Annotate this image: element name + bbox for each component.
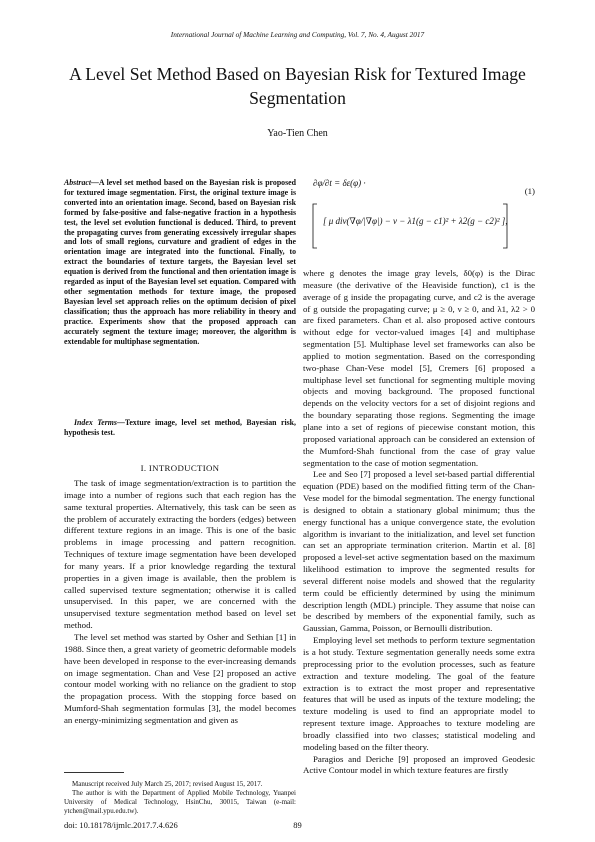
abstract	[64, 178, 296, 346]
author-name: Yao-Tien Chen	[267, 128, 328, 139]
index-terms	[64, 418, 296, 438]
footnote-affiliation: The author is with the Department of Applied Mobile Technology, Yuanpei University of Medical Technology, HsinChu, 30015, Taiwan (e-mail: ytchen@mail.ypu.edu.tw).	[64, 789, 296, 816]
footnotes	[64, 780, 296, 816]
running-header: International Journal of Machine Learning and Computing, Vol. 7, No. 4, August 2017	[170, 30, 425, 39]
right-paragraph-2: Lee and Seo [7] proposed a level set-based partial differential equation (PDE) based on the modified fitting term of the Chan-Vese model for the bimodal segmentation. The energy functional is designed to obtain a stationary global minimum; thus the energy functional has a unique convergence state, the evolution algorithm is invariant to the initialization, and level set function can set an appropriate termination criterion. Martin et al. [8] proposed a level-set active segmentation based on the maximum likelihood estimation to improve the segmented results for several different noise models and showed that the regularity term could be efficiently determined by using the minimum description length (MDL) principle. They assume that noise can be described by members of the exponential family, such as Gaussian, Gamma, Poisson, or Bernoulli distribution.	[303, 469, 535, 634]
abstract-text: —A level set method based on the Bayesian risk is proposed for textured image segmentation. First, the original texture image is converted into an orientation image. Second, based on Bayesian risk formed by false-positive and false-negative fraction in a hypothesis test, the level set evolution functional is deduced. Third, to prevent the propagating curves from generating excessively irregular shapes and lots of small regions, curvature and gradient of edges in the orientation image are integrated into the functional. Finally, to extract the boundaries of texture targets, the Bayesian level set equation is derived from the functional and then orientation image is regarded as input of the Bayesian level set equation. Compared with other segmentation methods for texture image, the proposed Bayesian level set approach relies on the optimum decision of pixel classification; thus the approach has more reliability in theory and practice. Experiments show that the proposed approach can accurately segment the texture image; moreover, the algorithm is extendable for multiphase segmentation.	[64, 178, 296, 346]
paper-title: A Level Set Method Based on Bayesian Risk for Textured Image Segmentation	[69, 64, 526, 108]
index-terms-text: —Texture image, level set method, Bayesian risk, hypothesis test.	[64, 418, 296, 437]
right-paragraph-3: Employing level set methods to perform texture segmentation is a hot study. Texture segmentation generally needs some extra preprocessing prior to the evolution processes, such as feature extraction and texture modeling. The goal of the feature extraction is to extract the most proper and representative features that will be used as inputs of the texture modeling; the texture modeling is used to find an appropriate model to represent texture image. Approaches to texture modeling are broadly classified into two classes; statistical modeling and modeling based on the filter theory.	[303, 635, 535, 752]
right-paragraph-1: where g denotes the image gray levels, δ0(φ) is the Dirac measure (the derivative of the Heaviside function), c1 is the average of g inside the propagating curve, and c2 is the average of g outside the propagating curve; μ ≥ 0, ν ≥ 0, and λ1, λ2 > 0 are fixed parameters. Chan et al. also proposed active contours without edge for vector-valued images [4] and multiphase segmentation [5]. Multiphase level set frameworks can also be applied to motion segmentation. Based on the corresponding two-phase Chan-Vese model [5], Cremers [6] proposed a multiphase level set functional for segmenting multiple moving objects and moving background. The proposed functional depends on the velocity vectors for a set of disjoint regions and the boundary separating those regions. Segmenting the image plane into a set of regions of piecewise constant motion, this proposed variational approach can be considered an extension of the Mumford-Shah functional from the case of gray value segmentation to the case of motion segmentation.	[303, 268, 535, 468]
right-column-body	[303, 268, 535, 777]
page-number: 89	[293, 820, 302, 830]
equation-number: (1)	[524, 186, 535, 196]
equation-1	[303, 176, 535, 256]
doi: doi: 10.18178/ijmlc.2017.7.4.626	[64, 820, 178, 830]
abstract-label: Abstract	[64, 178, 92, 187]
introduction-body	[64, 478, 296, 727]
intro-paragraph-2: The level set method was started by Osher and Sethian [1] in 1988. Since then, a great variety of geometric deformable models have been developed in response to the ever-increasing demands on image segmentation. Chan and Vese [2] proposed an active contour model working with no reliance on the gradient to stop the propagation process. With the stopping force based on Mumford-Shah segmentation formulas [3], the model becomes an energy-minimizing segmentation and given as	[64, 631, 296, 725]
equation-line-1: ∂φ/∂t = δε(φ) ·	[313, 178, 366, 188]
right-paragraph-4: Paragios and Deriche [9] proposed an improved Geodesic Active Contour model in which texture features are firstly	[303, 753, 535, 776]
footnote-divider	[64, 772, 124, 773]
section-heading-introduction: I. INTRODUCTION	[140, 463, 220, 473]
equation-line-2: [ μ div(∇φ/|∇φ|) − ν − λ1(g − c1)² + λ2(g − c2)² ],	[323, 216, 508, 226]
index-terms-label: Index Terms	[74, 418, 117, 427]
intro-paragraph-1: The task of image segmentation/extraction is to partition the image into a number of regions such that each region has the same textural properties. Alternatively, this task can be seen as the problem of accurately extracting the borders (edges) between different texture regions in an image. This is one of the basic problems in image processing and pattern recognition. Techniques of texture image segmentation have been developed for many years. If a prior knowledge regarding the textural properties in a given image is available, then the problem is called supervised texture segmentation; otherwise it is called unsupervised. In this paper, we are concerned with the unsupervised texture segmentation method based on level set method.	[64, 478, 296, 631]
footnote-received: Manuscript received July March 25, 2017; revised August 15, 2017.	[72, 780, 263, 788]
